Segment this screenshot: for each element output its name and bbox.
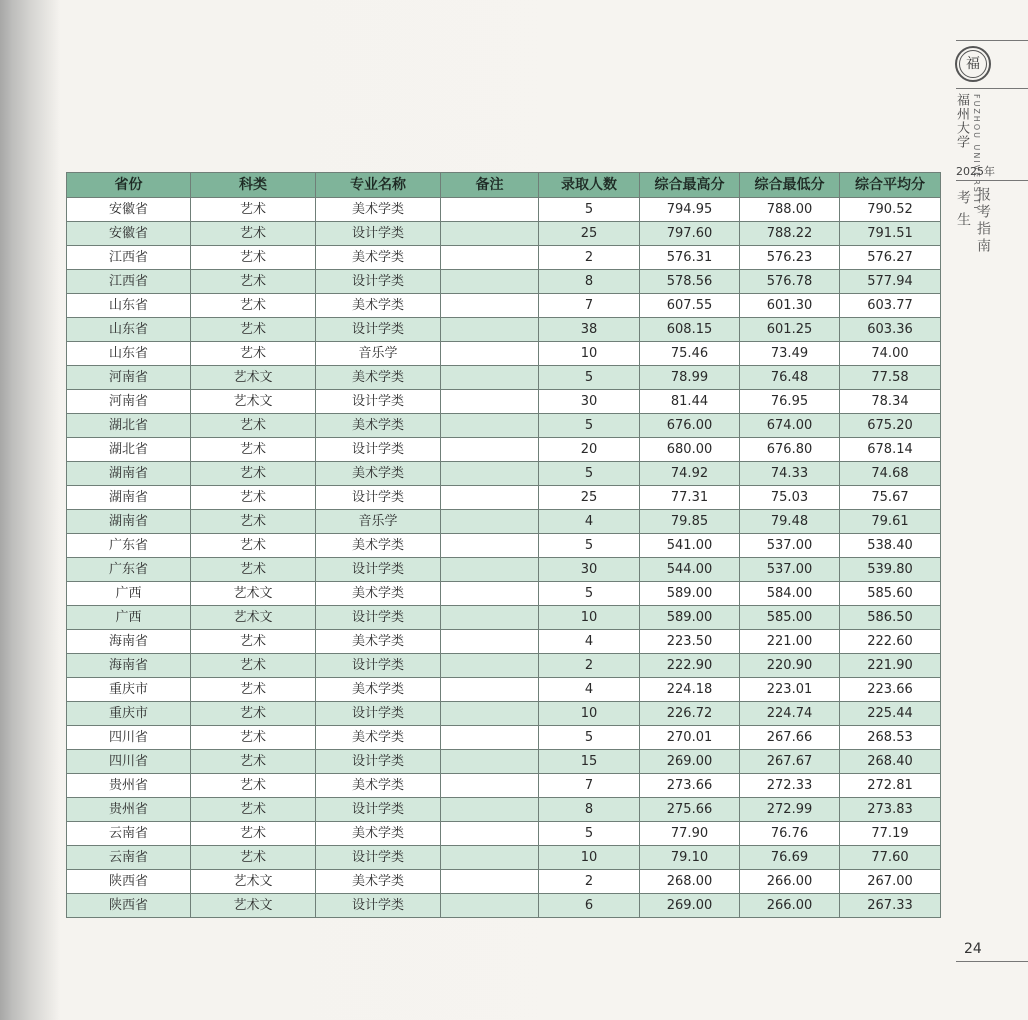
cell-category: 艺术 [191, 438, 316, 462]
cell-admitted: 10 [539, 702, 640, 726]
cell-major: 美术学类 [316, 462, 441, 486]
cell-avg-score: 75.67 [840, 486, 941, 510]
cell-province: 山东省 [67, 342, 191, 366]
table-row [67, 846, 941, 870]
cell-avg-score: 74.00 [840, 342, 941, 366]
column-header-admitted: 录取人数 [539, 173, 640, 198]
cell-major: 美术学类 [316, 726, 441, 750]
cell-category: 艺术 [191, 318, 316, 342]
cell-max-score: 77.31 [640, 486, 740, 510]
guide-year: 2025年 [956, 165, 995, 178]
table-row [67, 606, 941, 630]
column-header-note: 备注 [441, 173, 539, 198]
cell-note [441, 390, 539, 414]
cell-max-score: 273.66 [640, 774, 740, 798]
cell-min-score: 267.66 [740, 726, 840, 750]
table-row [67, 798, 941, 822]
cell-max-score: 608.15 [640, 318, 740, 342]
cell-major: 美术学类 [316, 678, 441, 702]
cell-category: 艺术文 [191, 582, 316, 606]
cell-province: 云南省 [67, 822, 191, 846]
cell-max-score: 589.00 [640, 582, 740, 606]
cell-admitted: 38 [539, 318, 640, 342]
cell-admitted: 8 [539, 270, 640, 294]
cell-avg-score: 222.60 [840, 630, 941, 654]
cell-min-score: 221.00 [740, 630, 840, 654]
cell-province: 四川省 [67, 750, 191, 774]
cell-province: 海南省 [67, 630, 191, 654]
admission-score-table [66, 172, 941, 918]
cell-major: 美术学类 [316, 582, 441, 606]
cell-min-score: 266.00 [740, 870, 840, 894]
cell-min-score: 266.00 [740, 894, 840, 918]
cell-province: 四川省 [67, 726, 191, 750]
cell-category: 艺术文 [191, 366, 316, 390]
cell-max-score: 607.55 [640, 294, 740, 318]
cell-province: 云南省 [67, 846, 191, 870]
cell-avg-score: 272.81 [840, 774, 941, 798]
cell-category: 艺术文 [191, 606, 316, 630]
cell-province: 山东省 [67, 318, 191, 342]
header-rule-top [956, 40, 1028, 41]
cell-note [441, 270, 539, 294]
table-row [67, 558, 941, 582]
table-row [67, 630, 941, 654]
cell-max-score: 224.18 [640, 678, 740, 702]
cell-avg-score: 78.34 [840, 390, 941, 414]
cell-category: 艺术文 [191, 390, 316, 414]
table-row [67, 654, 941, 678]
cell-major: 美术学类 [316, 246, 441, 270]
cell-admitted: 5 [539, 462, 640, 486]
table-row [67, 486, 941, 510]
cell-category: 艺术 [191, 654, 316, 678]
cell-category: 艺术 [191, 846, 316, 870]
cell-major: 美术学类 [316, 822, 441, 846]
cell-note [441, 894, 539, 918]
cell-min-score: 584.00 [740, 582, 840, 606]
cell-category: 艺术 [191, 798, 316, 822]
cell-min-score: 788.22 [740, 222, 840, 246]
cell-min-score: 576.78 [740, 270, 840, 294]
cell-note [441, 870, 539, 894]
cell-province: 湖南省 [67, 462, 191, 486]
cell-province: 湖北省 [67, 414, 191, 438]
table-row [67, 534, 941, 558]
cell-major: 设计学类 [316, 438, 441, 462]
cell-major: 美术学类 [316, 774, 441, 798]
table-row [67, 582, 941, 606]
cell-min-score: 76.95 [740, 390, 840, 414]
cell-category: 艺术 [191, 246, 316, 270]
cell-admitted: 25 [539, 222, 640, 246]
table-row [67, 462, 941, 486]
table-row [67, 390, 941, 414]
cell-max-score: 680.00 [640, 438, 740, 462]
cell-province: 陕西省 [67, 894, 191, 918]
cell-province: 江西省 [67, 270, 191, 294]
cell-note [441, 294, 539, 318]
cell-min-score: 224.74 [740, 702, 840, 726]
table-header-row [67, 173, 941, 198]
cell-min-score: 76.69 [740, 846, 840, 870]
cell-avg-score: 675.20 [840, 414, 941, 438]
cell-category: 艺术 [191, 198, 316, 222]
table-row [67, 510, 941, 534]
cell-avg-score: 267.00 [840, 870, 941, 894]
cell-category: 艺术 [191, 294, 316, 318]
cell-province: 重庆市 [67, 702, 191, 726]
cell-admitted: 15 [539, 750, 640, 774]
cell-avg-score: 603.77 [840, 294, 941, 318]
cell-avg-score: 538.40 [840, 534, 941, 558]
table-row [67, 894, 941, 918]
cell-province: 河南省 [67, 390, 191, 414]
cell-major: 美术学类 [316, 870, 441, 894]
cell-max-score: 578.56 [640, 270, 740, 294]
cell-admitted: 2 [539, 654, 640, 678]
cell-admitted: 10 [539, 846, 640, 870]
cell-province: 湖南省 [67, 510, 191, 534]
page-binding-shadow [0, 0, 60, 1020]
cell-min-score: 223.01 [740, 678, 840, 702]
cell-avg-score: 77.58 [840, 366, 941, 390]
cell-province: 江西省 [67, 246, 191, 270]
cell-min-score: 537.00 [740, 558, 840, 582]
page-number-rule [956, 961, 1028, 962]
cell-province: 广东省 [67, 534, 191, 558]
cell-max-score: 676.00 [640, 414, 740, 438]
cell-min-score: 576.23 [740, 246, 840, 270]
cell-min-score: 674.00 [740, 414, 840, 438]
cell-admitted: 2 [539, 870, 640, 894]
cell-admitted: 30 [539, 390, 640, 414]
cell-avg-score: 585.60 [840, 582, 941, 606]
table-row [67, 750, 941, 774]
cell-avg-score: 273.83 [840, 798, 941, 822]
cell-province: 海南省 [67, 654, 191, 678]
cell-note [441, 822, 539, 846]
cell-category: 艺术 [191, 678, 316, 702]
cell-major: 设计学类 [316, 270, 441, 294]
cell-admitted: 5 [539, 726, 640, 750]
column-header-min-score: 综合最低分 [740, 173, 840, 198]
cell-admitted: 4 [539, 630, 640, 654]
cell-avg-score: 223.66 [840, 678, 941, 702]
cell-category: 艺术文 [191, 870, 316, 894]
cell-min-score: 676.80 [740, 438, 840, 462]
cell-max-score: 270.01 [640, 726, 740, 750]
cell-admitted: 5 [539, 198, 640, 222]
table-row [67, 822, 941, 846]
cell-max-score: 223.50 [640, 630, 740, 654]
table-row [67, 222, 941, 246]
cell-avg-score: 225.44 [840, 702, 941, 726]
column-header-avg-score: 综合平均分 [840, 173, 941, 198]
cell-note [441, 198, 539, 222]
cell-category: 艺术 [191, 558, 316, 582]
cell-avg-score: 576.27 [840, 246, 941, 270]
cell-note [441, 846, 539, 870]
cell-category: 艺术 [191, 750, 316, 774]
cell-admitted: 5 [539, 414, 640, 438]
cell-category: 艺术 [191, 534, 316, 558]
cell-province: 广东省 [67, 558, 191, 582]
cell-max-score: 77.90 [640, 822, 740, 846]
cell-admitted: 7 [539, 294, 640, 318]
column-header-province: 省份 [67, 173, 191, 198]
cell-category: 艺术 [191, 702, 316, 726]
cell-min-score: 601.30 [740, 294, 840, 318]
cell-category: 艺术 [191, 462, 316, 486]
cell-major: 美术学类 [316, 198, 441, 222]
cell-major: 设计学类 [316, 486, 441, 510]
cell-major: 设计学类 [316, 702, 441, 726]
cell-province: 广西 [67, 606, 191, 630]
cell-major: 美术学类 [316, 534, 441, 558]
cell-major: 美术学类 [316, 414, 441, 438]
cell-min-score: 76.76 [740, 822, 840, 846]
cell-min-score: 76.48 [740, 366, 840, 390]
cell-avg-score: 267.33 [840, 894, 941, 918]
cell-min-score: 788.00 [740, 198, 840, 222]
cell-note [441, 726, 539, 750]
cell-category: 艺术 [191, 342, 316, 366]
cell-note [441, 774, 539, 798]
cell-avg-score: 221.90 [840, 654, 941, 678]
cell-major: 美术学类 [316, 630, 441, 654]
cell-max-score: 74.92 [640, 462, 740, 486]
cell-min-score: 272.33 [740, 774, 840, 798]
cell-max-score: 269.00 [640, 750, 740, 774]
cell-note [441, 798, 539, 822]
cell-note [441, 510, 539, 534]
cell-major: 设计学类 [316, 318, 441, 342]
guide-title: 报考指南 [975, 187, 991, 255]
cell-min-score: 79.48 [740, 510, 840, 534]
cell-max-score: 269.00 [640, 894, 740, 918]
cell-major: 设计学类 [316, 798, 441, 822]
university-name-en: FUZHOU UNIVERSITY [972, 94, 981, 213]
cell-note [441, 678, 539, 702]
table-row [67, 366, 941, 390]
cell-max-score: 589.00 [640, 606, 740, 630]
cell-min-score: 74.33 [740, 462, 840, 486]
table-body [67, 198, 941, 918]
cell-major: 美术学类 [316, 366, 441, 390]
cell-category: 艺术 [191, 630, 316, 654]
cell-category: 艺术 [191, 726, 316, 750]
cell-province: 贵州省 [67, 798, 191, 822]
column-header-max-score: 综合最高分 [640, 173, 740, 198]
cell-avg-score: 586.50 [840, 606, 941, 630]
cell-max-score: 275.66 [640, 798, 740, 822]
cell-major: 设计学类 [316, 222, 441, 246]
cell-min-score: 75.03 [740, 486, 840, 510]
cell-admitted: 5 [539, 582, 640, 606]
cell-max-score: 541.00 [640, 534, 740, 558]
cell-category: 艺术 [191, 414, 316, 438]
table-row [67, 342, 941, 366]
cell-note [441, 630, 539, 654]
cell-province: 河南省 [67, 366, 191, 390]
cell-major: 美术学类 [316, 294, 441, 318]
cell-major: 设计学类 [316, 390, 441, 414]
cell-major: 音乐学 [316, 342, 441, 366]
cell-admitted: 30 [539, 558, 640, 582]
cell-max-score: 544.00 [640, 558, 740, 582]
cell-avg-score: 79.61 [840, 510, 941, 534]
header-rule-year [956, 180, 1028, 181]
cell-note [441, 318, 539, 342]
cell-avg-score: 791.51 [840, 222, 941, 246]
cell-note [441, 246, 539, 270]
cell-max-score: 797.60 [640, 222, 740, 246]
cell-avg-score: 268.53 [840, 726, 941, 750]
cell-admitted: 4 [539, 510, 640, 534]
cell-admitted: 5 [539, 366, 640, 390]
cell-province: 重庆市 [67, 678, 191, 702]
cell-note [441, 462, 539, 486]
table-row [67, 726, 941, 750]
cell-max-score: 75.46 [640, 342, 740, 366]
university-logo-icon [955, 46, 991, 82]
cell-max-score: 576.31 [640, 246, 740, 270]
cell-note [441, 486, 539, 510]
cell-note [441, 366, 539, 390]
cell-province: 湖南省 [67, 486, 191, 510]
cell-min-score: 267.67 [740, 750, 840, 774]
cell-min-score: 73.49 [740, 342, 840, 366]
cell-category: 艺术 [191, 486, 316, 510]
cell-min-score: 601.25 [740, 318, 840, 342]
cell-avg-score: 77.19 [840, 822, 941, 846]
cell-note [441, 750, 539, 774]
table-row [67, 198, 941, 222]
table-row [67, 774, 941, 798]
cell-category: 艺术文 [191, 894, 316, 918]
table-row [67, 414, 941, 438]
cell-major: 设计学类 [316, 606, 441, 630]
cell-avg-score: 268.40 [840, 750, 941, 774]
cell-min-score: 220.90 [740, 654, 840, 678]
cell-admitted: 6 [539, 894, 640, 918]
cell-max-score: 222.90 [640, 654, 740, 678]
cell-category: 艺术 [191, 270, 316, 294]
cell-note [441, 702, 539, 726]
cell-max-score: 79.10 [640, 846, 740, 870]
cell-admitted: 5 [539, 534, 640, 558]
cell-note [441, 606, 539, 630]
column-header-major: 专业名称 [316, 173, 441, 198]
cell-max-score: 794.95 [640, 198, 740, 222]
guide-subtitle: 考生 [955, 190, 971, 234]
cell-note [441, 222, 539, 246]
cell-major: 设计学类 [316, 750, 441, 774]
cell-avg-score: 74.68 [840, 462, 941, 486]
table-row [67, 438, 941, 462]
cell-category: 艺术 [191, 822, 316, 846]
cell-max-score: 78.99 [640, 366, 740, 390]
university-name-cn: 福州大学 [954, 93, 969, 149]
cell-note [441, 534, 539, 558]
cell-admitted: 4 [539, 678, 640, 702]
table-row [67, 318, 941, 342]
cell-avg-score: 539.80 [840, 558, 941, 582]
cell-min-score: 537.00 [740, 534, 840, 558]
cell-category: 艺术 [191, 222, 316, 246]
cell-admitted: 10 [539, 342, 640, 366]
table-row [67, 702, 941, 726]
cell-category: 艺术 [191, 510, 316, 534]
cell-category: 艺术 [191, 774, 316, 798]
page-number: 24 [964, 941, 982, 957]
table-row [67, 678, 941, 702]
cell-province: 安徽省 [67, 198, 191, 222]
table-row [67, 870, 941, 894]
cell-admitted: 5 [539, 822, 640, 846]
cell-major: 音乐学 [316, 510, 441, 534]
cell-max-score: 226.72 [640, 702, 740, 726]
cell-avg-score: 77.60 [840, 846, 941, 870]
cell-avg-score: 790.52 [840, 198, 941, 222]
cell-avg-score: 577.94 [840, 270, 941, 294]
cell-major: 设计学类 [316, 654, 441, 678]
cell-province: 山东省 [67, 294, 191, 318]
cell-admitted: 2 [539, 246, 640, 270]
table-row [67, 246, 941, 270]
cell-note [441, 558, 539, 582]
cell-min-score: 585.00 [740, 606, 840, 630]
cell-note [441, 342, 539, 366]
cell-admitted: 25 [539, 486, 640, 510]
column-header-category: 科类 [191, 173, 316, 198]
cell-province: 安徽省 [67, 222, 191, 246]
cell-note [441, 582, 539, 606]
table-row [67, 270, 941, 294]
cell-province: 贵州省 [67, 774, 191, 798]
cell-min-score: 272.99 [740, 798, 840, 822]
cell-major: 设计学类 [316, 558, 441, 582]
cell-admitted: 20 [539, 438, 640, 462]
cell-admitted: 10 [539, 606, 640, 630]
cell-province: 陕西省 [67, 870, 191, 894]
header-rule-mid [956, 88, 1028, 89]
cell-province: 湖北省 [67, 438, 191, 462]
cell-avg-score: 603.36 [840, 318, 941, 342]
cell-note [441, 654, 539, 678]
cell-max-score: 79.85 [640, 510, 740, 534]
cell-major: 设计学类 [316, 894, 441, 918]
cell-admitted: 8 [539, 798, 640, 822]
cell-admitted: 7 [539, 774, 640, 798]
cell-avg-score: 678.14 [840, 438, 941, 462]
cell-max-score: 268.00 [640, 870, 740, 894]
table-row [67, 294, 941, 318]
cell-note [441, 438, 539, 462]
cell-province: 广西 [67, 582, 191, 606]
cell-major: 设计学类 [316, 846, 441, 870]
logo-char: 福 [959, 50, 987, 78]
cell-note [441, 414, 539, 438]
cell-max-score: 81.44 [640, 390, 740, 414]
